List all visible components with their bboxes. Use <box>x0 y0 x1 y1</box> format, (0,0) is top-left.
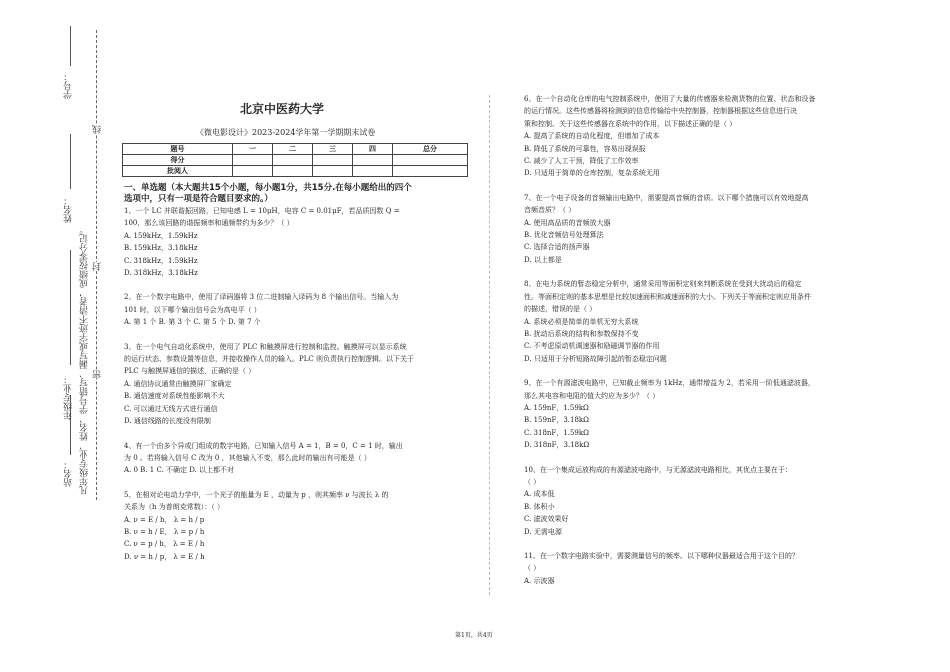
question-stem: 性。等面积定则的基本思想是比较加速面积和减速面积的大小。下列关于等面积定则应用条件 <box>524 292 811 301</box>
right-column <box>524 93 869 587</box>
option: A. 第 1 个 B. 第 3 个 C. 第 5 个 D. 第 7 个 <box>124 318 261 327</box>
score-cell <box>273 155 313 166</box>
question-7 <box>524 192 869 266</box>
option: B. 体积小 <box>524 502 555 511</box>
option: C. 选择合适的扬声器 <box>524 243 590 252</box>
score-cell <box>233 155 273 166</box>
page-footer: 第1页，共4页 <box>455 632 493 639</box>
question-stem: 5、在相对论电动力学中，一个光子的能量为 E ，动量为 p ，则其频率 ν 与波长 λ 的 <box>124 490 389 499</box>
option: C. ν = p / h， λ = E / h <box>124 540 205 549</box>
question-8 <box>524 278 869 365</box>
option: C. 滤波效果好 <box>524 515 569 524</box>
option: B. 159nF，3.18kΩ <box>524 416 589 425</box>
score-table <box>122 143 468 177</box>
score-cell <box>353 155 393 166</box>
option: A. 通信协议通常由触摸屏厂家确定 <box>124 379 232 388</box>
score-cell <box>353 166 393 177</box>
option: B. 优化音频信号处理算法 <box>524 231 604 240</box>
option: C. 不考虑原动机调速器和励磁调节器的作用 <box>524 342 660 351</box>
seal-word-feng: 封 <box>93 262 103 271</box>
score-row <box>123 155 468 166</box>
option: A. ν = E / h， λ = h / p <box>124 515 205 524</box>
question-stem: 7、在一个电子设备的音频输出电路中，需要提高音频的音质。以下哪个措施可以有效地提高 <box>524 193 809 202</box>
name-line <box>70 134 71 189</box>
exam-subtitle: 《微电影设计》2023-2024学年第一学期期末试卷 <box>196 128 376 137</box>
table-cell: 得分 <box>123 155 233 166</box>
question-3 <box>124 341 474 428</box>
question-stem: 的运行情况。这些传感器将检测到的信息传输给中央控制器，控制器根据这些信息进行决 <box>524 107 797 116</box>
option: D. 通信线路的长度没有限制 <box>124 417 211 426</box>
table-cell: 总分 <box>393 144 468 155</box>
question-stem: 9、在一个有源滤波电路中，已知截止频率为 1kHz，通带增益为 2，若采用一阶低通滤波器， <box>524 379 815 388</box>
seal-word-mi: 密 <box>93 370 103 379</box>
table-cell: 三 <box>313 144 353 155</box>
question-stem: 4、有一个由多个异或门组成的数字电路，已知输入信号 A = 1，B = 0，C = 1 时，输出 <box>124 441 403 450</box>
table-cell: 四 <box>353 144 393 155</box>
question-stem: （ ） <box>524 564 541 573</box>
question-2 <box>124 291 474 328</box>
option: A. 示波器 <box>524 576 555 585</box>
option: A. 提高了系统的自动化程度，但增加了成本 <box>524 132 660 141</box>
question-stem: 6、在一个自动化仓库的电气控制系统中，使用了大量的传感器来检测货物的位置、状态和设备 <box>524 95 816 103</box>
option: C. 可以通过无线方式进行通信 <box>124 404 218 413</box>
option: A. 成本低 <box>524 490 555 499</box>
score-cell <box>313 155 353 166</box>
question-11 <box>524 550 869 587</box>
question-4 <box>124 440 474 477</box>
question-stem: 2、在一个数字电路中，使用了译码器将 3 位二进制输入译码为 8 个输出信号。当输入为 <box>124 293 399 302</box>
warning-note: 凡年级专业、姓名、学号错写、漏写或字迹不清者，成绩按零分记。 <box>80 225 90 495</box>
student-id-label: 学号： <box>64 72 74 99</box>
option: D. 318kHz，3.18kHz <box>124 269 198 278</box>
option: B. 通信速度对系统性能影响不大 <box>124 392 225 401</box>
grade-major-line <box>70 250 71 365</box>
option: B. 降低了系统的可靠性，容易出现误报 <box>524 144 646 153</box>
question-stem: 100，那么该回路的谐振频率和通频带约为多少？（ ） <box>124 219 294 228</box>
table-cell: 一 <box>233 144 273 155</box>
question-stem: 音频音质？（ ） <box>524 206 576 215</box>
score-cell <box>273 166 313 177</box>
option: A. 159kHz，1.59kHz <box>124 231 198 240</box>
section-heading-line: 选项中，只有一项是符合题目要求的。） <box>124 194 273 204</box>
question-stem: 策和控制。关于这些传感器在系统中的作用，以下描述正确的是（ ） <box>524 119 737 128</box>
question-stem: 的描述，错误的是（ ） <box>524 305 597 314</box>
question-stem: 11、在一个数字电路实验中，需要测量信号的频率。以下哪种仪器最适合用于这个目的？ <box>524 552 799 560</box>
question-stem: 101 时，以下哪个输出信号会为高电平（ ） <box>124 305 261 314</box>
grader-row <box>123 166 468 177</box>
option: D. ν = h / p， λ = E / h <box>124 552 205 561</box>
question-1 <box>124 205 474 279</box>
table-cell: 二 <box>273 144 313 155</box>
question-stem: 10、在一个集成运放构成的有源滤波电路中，与无源滤波电路相比，其优点主要在于： <box>524 465 792 474</box>
station-line <box>70 395 71 455</box>
option: B. 扰动后系统的结构和参数保持不变 <box>524 329 639 338</box>
question-6 <box>524 93 869 180</box>
question-stem: 8、在电力系统的暂态稳定分析中，通常采用等面积定则来判断系统在受到大扰动后的稳定 <box>524 280 802 289</box>
question-stem: 为 0 。若将输入信号 C 改为 0 ，其他输入不变，那么此时的输出有可能是（ ） <box>124 453 371 462</box>
question-stem: （ ） <box>524 477 541 486</box>
question-stem: PLC 与触摸屏通信的描述，正确的是（ ） <box>124 367 256 376</box>
name-label: 姓名： <box>64 196 74 223</box>
table-cell: 题号 <box>123 144 233 155</box>
option: D. 无需电源 <box>524 527 562 536</box>
table-cell: 批阅人 <box>123 166 233 177</box>
score-cell <box>393 155 468 166</box>
left-column <box>124 183 474 563</box>
student-id-line <box>70 26 71 66</box>
section-heading <box>124 183 474 205</box>
option: A. 系统必须是简单的单机无穷大系统 <box>524 317 639 326</box>
option: B. 159kHz，3.18kHz <box>124 244 198 253</box>
option: A. 使用高品质的音频放大器 <box>524 218 611 227</box>
station-label: 站名： <box>64 460 74 487</box>
option: C. 318kHz，1.59kHz <box>124 256 198 265</box>
question-9 <box>524 377 869 451</box>
score-table-header-row <box>123 144 468 155</box>
column-divider <box>489 95 490 595</box>
university-title: 北京中医药大学 <box>240 102 325 116</box>
score-cell <box>313 166 353 177</box>
seal-word-xian: 线 <box>93 125 103 134</box>
grade-major-label: 年级专业： <box>64 375 74 420</box>
question-stem: 1、一个 LC 并联谐振回路，已知电感 L = 10μH，电容 C = 0.01μF，若品质因数 Q = <box>124 207 400 215</box>
option: A. 159nF，1.59kΩ <box>524 403 589 412</box>
score-cell <box>393 166 468 177</box>
option: D. 318nF，3.18kΩ <box>524 441 590 450</box>
score-cell <box>233 166 273 177</box>
question-stem: 关系为（h 为普朗克常数）：（ ） <box>124 503 224 512</box>
option: B. ν = h / E， λ = p / h <box>124 527 205 536</box>
question-stem: 那么其电容和电阻的值大约应为多少？（ ） <box>524 391 660 400</box>
question-10 <box>524 464 869 538</box>
option: A. 0 B. 1 C. 不确定 D. 以上都不对 <box>124 466 235 475</box>
option: D. 只适用于分析短路故障引起的暂态稳定问题 <box>524 354 667 363</box>
option: D. 只适用于简单的仓库控制，复杂系统无用 <box>524 169 660 178</box>
option: D. 以上都是 <box>524 255 562 264</box>
question-stem: 3、在一个电气自动化系统中，使用了 PLC 和触摸屏进行控制和监控。触摸屏可以显示系统 <box>124 342 407 351</box>
question-5 <box>124 489 474 563</box>
option: C. 减少了人工干预，降低了工作效率 <box>524 157 639 166</box>
section-heading-line: 一、单选题（本大题共15个小题，每小题1分，共15分.在每小题给出的四个 <box>124 183 412 193</box>
option: C. 318nF，1.59kΩ <box>524 428 589 437</box>
question-stem: 的运行状态、参数设置等信息，并接收操作人员的输入。PLC 则负责执行控制逻辑。以下关于 <box>124 355 414 364</box>
